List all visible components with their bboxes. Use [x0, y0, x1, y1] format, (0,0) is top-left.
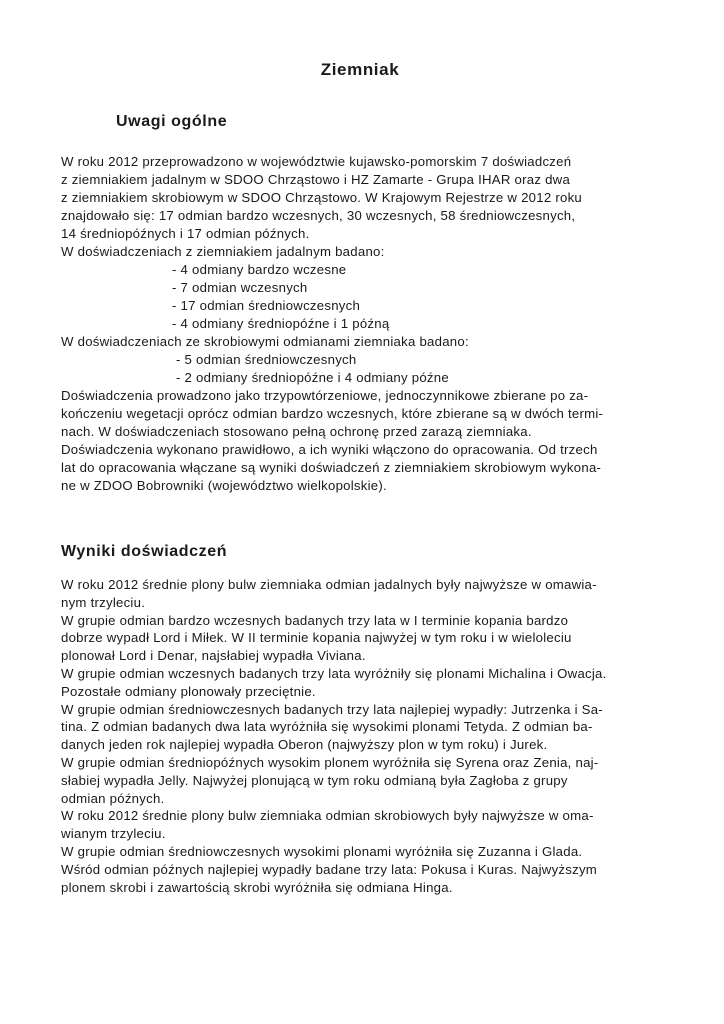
text-line: W roku 2012 średnie plony bulw ziemniaka odmian skrobiowych były najwyższe w oma- — [61, 808, 594, 824]
text-line: wianym trzyleciu. — [61, 826, 166, 842]
general-remarks-text — [61, 153, 603, 495]
text-line: 14 średniopóźnych i 17 odmian późnych. — [61, 226, 310, 241]
text-line: W roku 2012 średnie plony bulw ziemniaka odmian jadalnych były najwyższe w omawia- — [61, 577, 597, 592]
text-line: słabiej wypadła Jelly. Najwyżej plonującą w tym roku odmianą była Zagłoba z grupy — [61, 772, 568, 788]
list-item: - 7 odmian wczesnych — [172, 280, 308, 295]
text-line: Doświadczenia wykonano prawidłowo, a ich wyniki włączono do opracowania. Od trzech — [61, 442, 598, 457]
text-line: W grupie odmian wczesnych badanych trzy lata wyróżniły się plonami Michalina i Owacja. — [61, 665, 607, 681]
results-text — [61, 576, 607, 896]
list-item: - 4 odmiany bardzo wczesne — [172, 262, 347, 277]
text-line: ne w ZDOO Bobrowniki (województwo wielkopolskie). — [61, 478, 387, 493]
text-line: lat do opracowania włączane są wyniki doświadczeń z ziemniakiem skrobiowym wykona- — [61, 460, 602, 475]
text-line: plonem skrobi i zawartością skrobi wyróżniła się odmiana Hinga. — [61, 879, 453, 895]
text-line: z ziemniakiem jadalnym w SDOO Chrząstowo i HZ Zamarte - Grupa IHAR oraz dwa — [61, 172, 571, 187]
list-item: - 4 odmiany średniopóźne i 1 późną — [172, 316, 390, 331]
text-line: W grupie odmian średniowczesnych badanych trzy lata najlepiej wypadły: Jutrzenka i Sa- — [61, 701, 603, 717]
text-line: odmian późnych. — [61, 790, 165, 806]
section-heading-general-remarks: Uwagi ogólne — [116, 113, 228, 130]
text-line: W grupie odmian średniowczesnych wysokimi plonami wyróżniła się Zuzanna i Glada. — [61, 843, 583, 859]
text-line: plonował Lord i Denar, najsłabiej wypadła Viviana. — [61, 648, 366, 664]
text-line: dobrze wypadł Lord i Miłek. W II terminie kopania najwyżej w tym roku i w wieloleciu — [61, 630, 572, 646]
text-line: W doświadczeniach z ziemniakiem jadalnym badano: — [61, 244, 385, 259]
text-line: tina. Z odmian badanych dwa lata wyróżniła się wysokimi plonami Tetyda. Z odmian ba- — [61, 719, 593, 735]
section-heading-results: Wyniki doświadczeń — [61, 543, 228, 560]
list-item: - 2 odmiany średniopóźne i 4 odmiany późne — [176, 370, 449, 385]
text-line: W roku 2012 przeprowadzono w województwie kujawsko-pomorskim 7 doświadczeń — [61, 154, 572, 169]
page-title: Ziemniak — [320, 60, 400, 79]
list-item: - 17 odmian średniowczesnych — [172, 298, 361, 313]
text-line: nach. W doświadczeniach stosowano pełną ochronę przed zarazą ziemniaka. — [61, 424, 532, 439]
text-line: W grupie odmian średniopóźnych wysokim plonem wyróżniła się Syrena oraz Zenia, naj- — [61, 754, 599, 770]
text-line: Doświadczenia prowadzono jako trzypowtórzeniowe, jednoczynnikowe zbierane po za- — [61, 388, 589, 403]
list-item: - 5 odmian średniowczesnych — [176, 352, 357, 367]
text-line: W doświadczeniach ze skrobiowymi odmianami ziemniaka badano: — [61, 334, 469, 349]
text-line: z ziemniakiem skrobiowym w SDOO Chrząstowo. W Krajowym Rejestrze w 2012 roku — [61, 190, 582, 205]
text-line: Wśród odmian późnych najlepiej wypadły badane trzy lata: Pokusa i Kuras. Najwyższym — [61, 861, 598, 877]
text-line: kończeniu wegetacji oprócz odmian bardzo wczesnych, które zbierane są w dwóch termi- — [61, 406, 604, 421]
text-line: nym trzyleciu. — [61, 594, 146, 610]
text-line: Pozostałe odmiany plonowały przeciętnie. — [61, 683, 316, 699]
text-line: W grupie odmian bardzo wczesnych badanych trzy lata w I terminie kopania bardzo — [61, 612, 569, 628]
text-line: znajdowało się: 17 odmian bardzo wczesnych, 30 wczesnych, 58 średniowczesnych, — [61, 208, 576, 223]
text-line: danych jeden rok najlepiej wypadła Oberon (najwyższy plon w tym roku) i Jurek. — [61, 737, 548, 753]
